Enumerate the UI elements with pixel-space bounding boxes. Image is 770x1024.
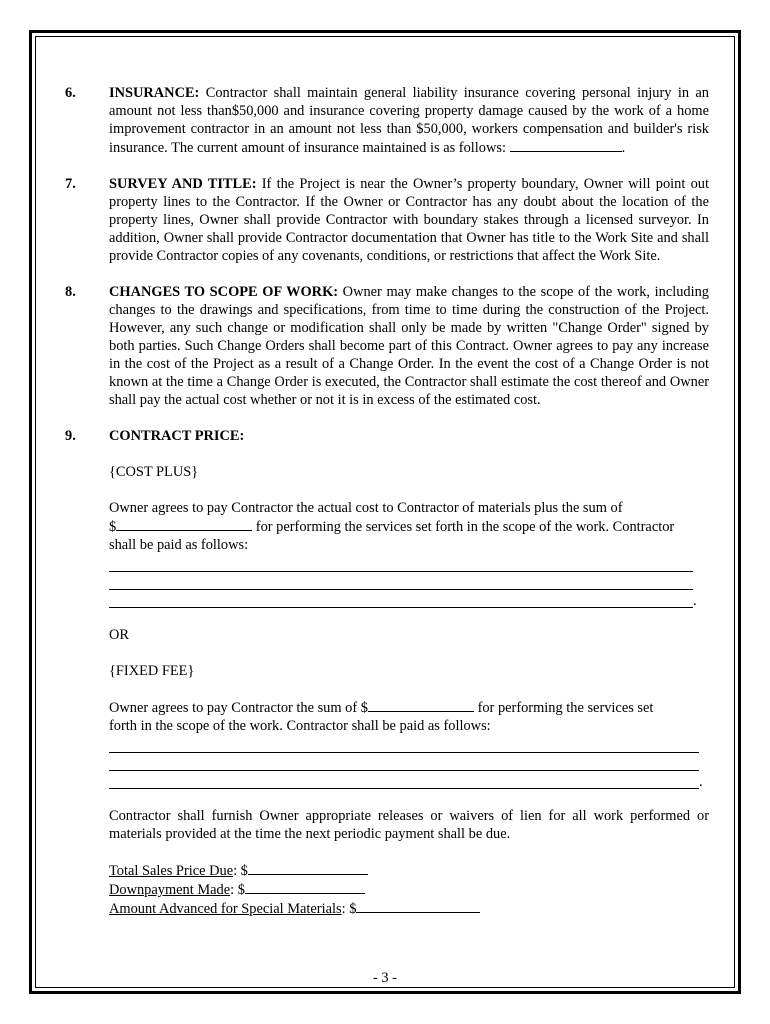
fixed-fee-sum-field[interactable] <box>368 698 474 712</box>
total-sales-price-label: Total Sales Price Due <box>109 863 234 879</box>
cost-plus-sum-field[interactable] <box>116 517 252 531</box>
fixed-fee-payment-line[interactable] <box>109 771 699 789</box>
section-text <box>109 84 709 157</box>
document-body <box>65 84 709 918</box>
period: . <box>693 593 697 609</box>
amount-advanced-field[interactable] <box>356 899 480 913</box>
section-heading: CONTRACT PRICE: <box>109 428 245 444</box>
cost-plus-payment-line[interactable] <box>109 590 693 608</box>
section-survey-title <box>65 175 709 265</box>
or-label: OR <box>109 627 129 643</box>
section-contract-price <box>65 427 709 918</box>
section-text <box>109 283 709 409</box>
section-insurance <box>65 84 709 157</box>
section-number: 7. <box>65 176 76 192</box>
cost-plus-payment-line[interactable] <box>109 572 693 590</box>
cost-plus-label: {COST PLUS} <box>109 464 199 480</box>
cost-plus-line: shall be paid as follows: <box>109 537 249 553</box>
fixed-fee-line: Owner agrees to pay Contractor the sum of $ <box>109 700 368 716</box>
fixed-fee-line: for performing the services set <box>473 700 654 716</box>
insurance-amount-field[interactable] <box>510 138 622 152</box>
cost-plus-text <box>109 499 709 554</box>
colon-dollar: : $ <box>230 882 245 898</box>
cost-plus-payment-line[interactable] <box>109 554 693 572</box>
section-body-text: Owner may make changes to the scope of the work, including changes to the drawings and specifications, from time to time during the construction of the Project. However, any such change or modification shall only be made by written "Change Order" signed by both parties. Such Change Orders shall become part of this Contract. Owner agrees to pay any increase in the cost of the Project as a result of a Change Order. In the event the cost of a Change Order is not known at the time a Change Order is executed, the Contractor shall estimate the cost thereof and Owner shall pay the actual cost whether or not it is in excess of the estimated cost. <box>109 284 709 408</box>
section-number: 6. <box>65 85 76 101</box>
section-body-text: If the Project is near the Owner’s property boundary, Owner will point out property lines to the Contractor. If the Owner or Contractor has any doubt about the location of the property lines, Owner shall provide Contractor with boundary stakes through a licensed surveyor. In addition, Owner shall provide Contractor documentation that Owner has title to the Work Site and shall provide Contractor copies of any covenants, conditions, or restrictions that affect the Work Site. <box>109 176 709 264</box>
cost-plus-line: Owner agrees to pay Contractor the actual cost to Contractor of materials plus the sum of <box>109 500 623 516</box>
fixed-fee-line: forth in the scope of the work. Contractor shall be paid as follows: <box>109 718 491 734</box>
colon-dollar: : $ <box>233 863 248 879</box>
section-text <box>109 427 709 918</box>
fixed-fee-label: {FIXED FEE} <box>109 663 195 679</box>
section-number: 8. <box>65 284 76 300</box>
fixed-fee-text <box>109 698 709 735</box>
section-heading: CHANGES TO SCOPE OF WORK: <box>109 284 339 300</box>
section-text <box>109 175 709 265</box>
page-number: - 3 - <box>373 970 397 986</box>
dollar-sign: $ <box>109 519 117 535</box>
downpayment-field[interactable] <box>245 880 365 894</box>
cost-plus-line: for performing the services set forth in the scope of the work. Contractor <box>252 519 675 535</box>
section-number: 9. <box>65 428 76 444</box>
total-sales-price-field[interactable] <box>248 861 368 875</box>
period: . <box>621 140 626 156</box>
fixed-fee-payment-line[interactable] <box>109 735 699 753</box>
amount-advanced-label: Amount Advanced for Special Materials <box>109 901 342 917</box>
section-changes-scope <box>65 283 709 409</box>
releases-text: Contractor shall furnish Owner appropriate releases or waivers of lien for all work performed or materials provided at the time the next periodic payment shall be due. <box>109 808 709 842</box>
colon-dollar: : $ <box>341 901 357 917</box>
downpayment-label: Downpayment Made <box>109 882 231 898</box>
fixed-fee-payment-line[interactable] <box>109 753 699 771</box>
period: . <box>699 774 703 790</box>
section-heading: SURVEY AND TITLE: <box>109 176 257 192</box>
section-heading: INSURANCE: <box>109 85 200 101</box>
section-body-text: Contractor shall maintain general liability insurance covering personal injury in an amount not less than$50,000 and insurance covering property damage caused by the work of a home improvement contractor in an amount not less than $50,000, workers compensation and builder's risk insurance. The current amount of insurance maintained is as follows: <box>109 85 709 156</box>
payment-summary <box>109 861 709 918</box>
